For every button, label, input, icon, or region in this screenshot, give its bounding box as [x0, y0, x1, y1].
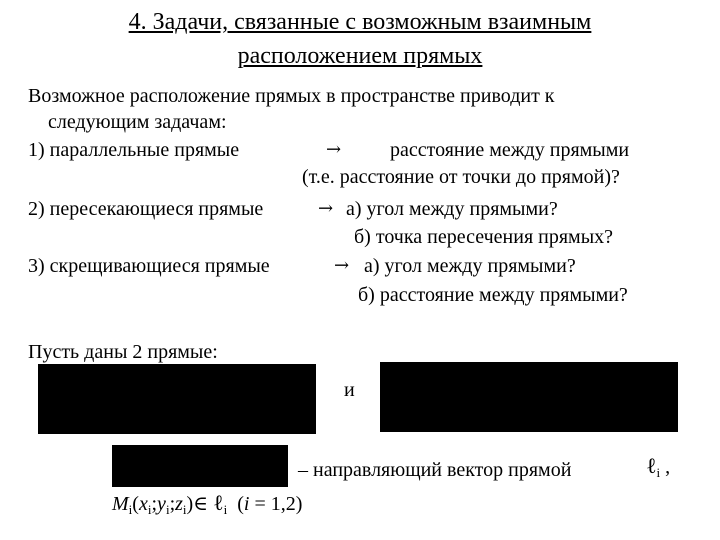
coord-y-index: i [165, 502, 170, 517]
case-3-arrow-icon: → [334, 255, 350, 276]
element-of-symbol: ∈ [193, 493, 209, 515]
line-2-equation-image [380, 362, 678, 432]
point-M-index: i [128, 502, 133, 517]
ell-symbol-2: ℓ [213, 491, 224, 516]
direction-vector-image [112, 445, 288, 487]
intro-line-2: следующим задачам: [48, 111, 227, 133]
cond-i: i [243, 493, 250, 515]
case-1-label: 1) параллельные прямые [28, 139, 240, 161]
coord-y: y [157, 493, 166, 515]
case-3-answer-b: б) расстояние между прямыми? [358, 284, 628, 306]
case-2-answer-b: б) точка пересечения прямых? [354, 226, 614, 248]
given-text: Пусть даны 2 прямые: [28, 341, 218, 363]
ell-symbol: ℓ [646, 454, 657, 479]
coord-z: z [175, 493, 183, 515]
trailing-comma: , [665, 456, 671, 478]
point-M: M [112, 493, 129, 515]
and-word: и [344, 379, 355, 401]
case-2-arrow-icon: → [318, 198, 334, 219]
ell-index: i [656, 465, 661, 480]
line-ell-i [646, 455, 670, 485]
direction-vector-text: – направляющий вектор прямой [298, 459, 572, 481]
slide-title-line-1: 4. Задачи, связанные с возможным взаимным [128, 9, 592, 35]
ell-index-2: i [223, 502, 228, 517]
coord-x-index: i [147, 502, 152, 517]
case-3-answer-a: а) угол между прямыми? [364, 255, 576, 277]
case-2-label: 2) пересекающиеся прямые [28, 198, 264, 220]
point-condition: $M_i(x_i;y_i;z_i)\in$ ℓ$_i$ (i = 1,2) [112, 491, 303, 517]
case-1-note: (т.е. расстояние от точки до прямой)? [302, 166, 620, 188]
line-1-equation-image [38, 364, 316, 434]
slide-title-line-2: расположением прямых [237, 43, 483, 69]
case-1-answer: расстояние между прямыми [390, 139, 630, 161]
case-2-answer-a: а) угол между прямыми? [346, 198, 558, 220]
intro-line-1: Возможное расположение прямых в пространстве приводит к [28, 85, 555, 107]
coord-z-index: i [182, 502, 187, 517]
cond-rest: = 1,2) [254, 493, 303, 515]
case-1-arrow-icon: → [326, 139, 342, 160]
coord-x: x [138, 493, 148, 515]
case-3-label: 3) скрещивающиеся прямые [28, 255, 270, 277]
